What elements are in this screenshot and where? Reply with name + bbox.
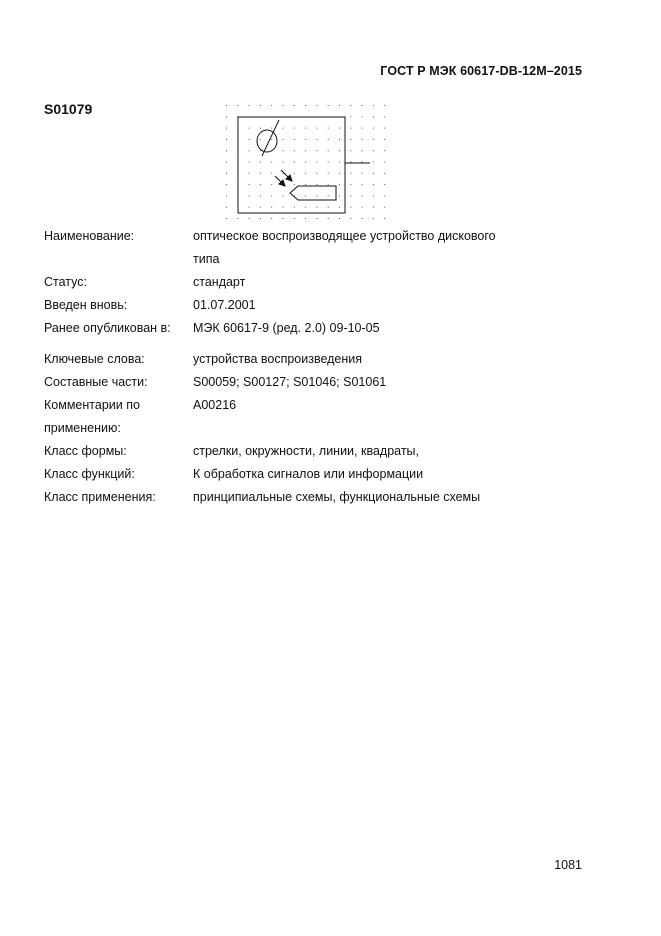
attribute-value: стандарт bbox=[193, 275, 246, 289]
symbol-id: S01079 bbox=[44, 101, 93, 117]
attribute-label bbox=[44, 248, 193, 271]
light-arrows-icon bbox=[275, 170, 292, 186]
attribute-label: Класс формы: bbox=[44, 444, 127, 458]
device-box bbox=[238, 117, 345, 213]
attribute-row bbox=[44, 294, 604, 317]
attribute-row bbox=[44, 348, 604, 371]
attribute-row bbox=[44, 317, 604, 340]
attribute-label: Ранее опубликован в: bbox=[44, 321, 171, 335]
attribute-row bbox=[44, 371, 604, 394]
attribute-label: Составные части: bbox=[44, 375, 148, 389]
document-header: ГОСТ Р МЭК 60617-DB-12M–2015 bbox=[380, 64, 582, 78]
attribute-label: Ключевые слова: bbox=[44, 352, 145, 366]
page-number: 1081 bbox=[554, 858, 582, 872]
attribute-label: Комментарии по bbox=[44, 398, 140, 412]
attribute-label: применению: bbox=[44, 421, 121, 435]
attribute-row bbox=[44, 417, 604, 440]
attribute-value: МЭК 60617-9 (ред. 2.0) 09-10-05 bbox=[193, 321, 380, 335]
attribute-row bbox=[44, 394, 604, 417]
attribute-value bbox=[193, 417, 604, 440]
attribute-value: S00059; S00127; S01046; S01061 bbox=[193, 375, 387, 389]
attribute-label: Наименование: bbox=[44, 229, 135, 243]
attribute-value: 01.07.2001 bbox=[193, 298, 256, 312]
disc-circle-icon bbox=[257, 130, 277, 152]
attribute-value: стрелки, окружности, линии, квадраты, bbox=[193, 444, 420, 458]
attribute-label: Введен вновь: bbox=[44, 298, 128, 312]
attribute-row bbox=[44, 440, 604, 463]
attribute-value: принципиальные схемы, функциональные схемы bbox=[193, 490, 481, 504]
attribute-value: К обработка сигналов или информации bbox=[193, 467, 424, 481]
attribute-value: оптическое воспроизводящее устройство дискового bbox=[193, 229, 496, 243]
attribute-value: устройства воспроизведения bbox=[193, 352, 363, 366]
pickup-pentagon-icon bbox=[290, 186, 336, 200]
attribute-row bbox=[44, 463, 604, 486]
attributes-group-1 bbox=[44, 225, 604, 340]
attribute-row bbox=[44, 271, 604, 294]
attributes-group-2 bbox=[44, 348, 604, 509]
attribute-value: A00216 bbox=[193, 398, 237, 412]
attribute-row bbox=[44, 248, 604, 271]
attribute-value: типа bbox=[193, 252, 220, 266]
attributes-table bbox=[44, 225, 604, 509]
attribute-label: Класс применения: bbox=[44, 490, 156, 504]
symbol-graphic bbox=[220, 100, 390, 225]
attribute-row bbox=[44, 486, 604, 509]
attribute-label: Статус: bbox=[44, 275, 87, 289]
attribute-row bbox=[44, 225, 604, 248]
attribute-label: Класс функций: bbox=[44, 467, 135, 481]
